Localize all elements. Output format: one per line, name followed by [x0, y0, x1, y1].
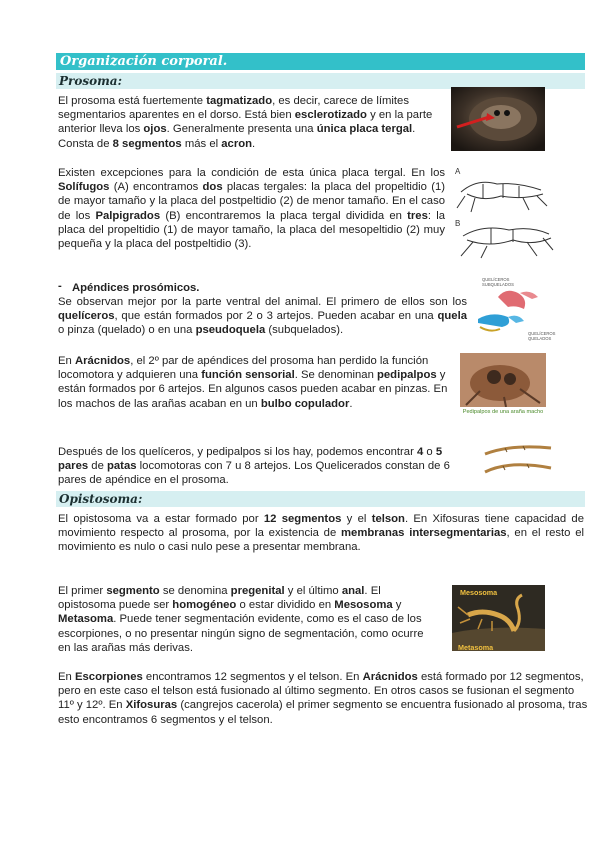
scorpion-photo — [452, 585, 545, 651]
svg-text:B: B — [455, 219, 461, 228]
chelicerae-figure — [472, 275, 562, 345]
opistosoma-paragraph-3: En Escorpiones encontramos 12 segmentos y el telson. En Arácnidos está formado por 12 segmentos, pero en este caso el telson está fusionado al último segmento. En otros casos se fusionan el segmento 11º y 12º. En Xifosuras (cangrejos cacerola) el primer segmento se encuentra fusionado al prosoma, tras esto encontramos 6 segmentos y el telson. — [58, 671, 588, 726]
appendices-heading: Apéndices prosómicos. — [72, 282, 200, 294]
pedipalps-caption: Pedipalpos de una araña macho — [462, 409, 544, 415]
tergal-plates-drawing — [453, 160, 557, 260]
chelicerae-label-1: QUELÍCEROS SUBQUELADOS — [482, 277, 514, 287]
prosoma-paragraph-5: Después de los quelíceros, y pedipalpos si los hay, podemos encontrar 4 o 5 pares de patas locomotoras con 7 u 8 artejos. Los Quelicerados constan de 6 pares de apéndice en el prosoma. — [58, 446, 450, 487]
section-title: Organización corporal. — [56, 53, 585, 70]
opistosoma-paragraph-1: El opistosoma va a estar formado por 12 segmentos y el telson. En Xifosuras tiene capacidad de movimiento respecto al prosoma, por la existencia de membranas intersegmentarias, en el resto el movimiento es nulo o casi nulo pese a presentar membrana. — [58, 513, 584, 554]
prosoma-paragraph-1: El prosoma está fuertemente tagmatizado, es decir, carece de límites segmentarios aparentes en el dorso. Está bien esclerotizado y en la parte anterior lleva los ojos. Generalmente presenta una única placa tergal. Consta de 8 segmentos más el acron. — [58, 95, 433, 150]
svg-text:A: A — [455, 167, 461, 176]
metasoma-label: Metasoma — [458, 643, 494, 651]
opistosoma-heading: Opistosoma: — [56, 491, 585, 507]
prosoma-eyes-photo — [451, 87, 545, 151]
mesosoma-label: Mesosoma — [460, 588, 498, 597]
prosoma-paragraph-4: En Arácnidos, el 2º par de apéndices del prosoma han perdido la función locomotora y adquieren una función sensorial. Se denominan pedipalpos y están formados por 6 artejos. En algunos casos pueden acabar en pinzas. En los machos de las arañas acaban en un bulbo copulador. — [58, 355, 448, 410]
bullet-dash: - — [58, 280, 62, 292]
pedipalps-photo — [460, 353, 546, 428]
prosoma-paragraph-3: Se observan mejor por la parte ventral del animal. El primero de ellos son los quelíceros, que están formados por 2 o 3 artejos. Pueden acabar en una quela o pinza (quelado) o en una pseudoquela (subquelados). — [58, 296, 467, 337]
prosoma-paragraph-2: Existen excepciones para la condición de esta única placa tergal. En los Solífugos (A) encontramos dos placas tergales: la placa del propeltidio (1) de mayor tamaño y la placa del postpeltidio (2) de menor tamaño. En el caso de los Palpigrados (B) encontraremos la placa tergal dividida en tres: la placa del propeltidio (1) de mayor tamaño, la placa del mesopeltidio (2) muy pequeña y la placa del postpeltidio (3). — [58, 167, 445, 251]
prosoma-heading: Prosoma: — [56, 73, 585, 89]
chelicerae-label-2: QUELÍCEROS QUELADOS — [528, 331, 556, 341]
opistosoma-paragraph-2: El primer segmento se denomina pregenital y el último anal. El opistosoma puede ser homogéneo o estar dividido en Mesosoma y Metasoma. Puede tener segmentación evidente, como es el caso de los escorpiones, o no presentar ningún signo de segmentación, como ocurre en las arañas más derivas. — [58, 585, 424, 654]
legs-drawing — [481, 440, 555, 480]
